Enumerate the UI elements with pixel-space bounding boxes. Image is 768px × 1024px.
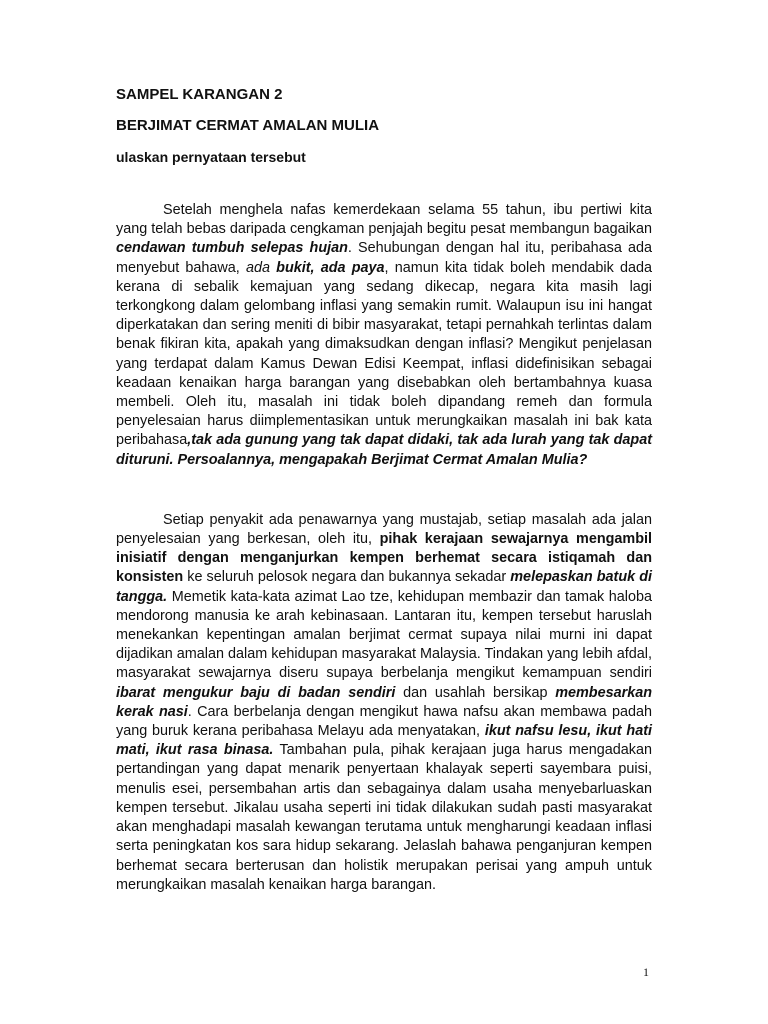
text-run: Setiap penyakit ada penawarnya yang mustajab, setiap masalah ada jalan penyelesaian yang berkesan, oleh itu, bbox=[116, 511, 652, 548]
text-run: Memetik kata-kata azimat Lao tze, kehidupan membazir dan tamak haloba mendorong manusia ke arah kebinasaan. Lantaran itu, kempen tersebut haruslah menekankan kepentingan amalan berjimat cermat supaya nilai murni ini dapat dijadikan amalan dalam kehidupan masyarakat Malaysia. Tindakan yang lebih afdal, masyarakat sewajarnya diseru supaya berbelanja mengikut kemampuan sendiri bbox=[116, 588, 652, 682]
idiom-phrase: membesarkan kerak nasi bbox=[116, 684, 652, 720]
idiom-phrase: ibarat mengukur baju di badan sendiri bbox=[116, 684, 396, 701]
essay-instruction: ulaskan pernyataan tersebut bbox=[116, 149, 306, 165]
document-label: SAMPEL KARANGAN 2 bbox=[116, 86, 283, 103]
document-page bbox=[116, 86, 652, 895]
text-run: dan usahlah bersikap bbox=[395, 684, 556, 701]
body-paragraph bbox=[116, 511, 652, 895]
idiom-phrase: ,tak ada gunung yang tak dapat didaki, tak ada lurah yang tak dapat dituruni. Persoalannya, mengapakah Berjimat Cermat Amalan Mulia? bbox=[116, 432, 652, 468]
essay-title: BERJIMAT CERMAT AMALAN MULIA bbox=[116, 117, 380, 134]
introduction-paragraph bbox=[116, 201, 652, 470]
text-run: Tambahan pula, pihak kerajaan juga harus mengadakan pertandingan yang dapat menarik penyertaan khalayak seperti sayembara puisi, menulis esei, persembahan artis dan sebagainya dalam usaha menyebarluaskan kempen tersebut. Jikalau usaha seperti ini tidak dilakukan sudah pasti masyarakat akan menghadapi masalah kewangan terutama untuk mengharungi keadaan inflasi serta peningkatan kos sara hidup sekarang. Jelaslah bahawa penganjuran kempen berhemat secara berterusan dan holistik merupakan perisai yang ampuh untuk merungkaikan masalah kenaikan harga barangan. bbox=[116, 742, 652, 893]
text-run: Setelah menghela nafas kemerdekaan selama 55 tahun, ibu pertiwi kita yang telah bebas daripada cengkaman penjajah begitu pesat membangun bagaikan bbox=[116, 202, 652, 238]
italic-phrase: ada bbox=[245, 259, 277, 276]
text-run: . Sehubungan dengan hal itu, peribahasa ada menyebut bahawa, bbox=[116, 240, 652, 276]
idiom-phrase: ikut nafsu lesu, ikut hati mati, ikut rasa binasa. bbox=[116, 723, 652, 759]
idiom-phrase: cendawan tumbuh selepas hujan bbox=[116, 240, 348, 257]
main-point: pihak kerajaan sewajarnya mengambil inisiatif dengan menganjurkan kempen berhemat secara istiqamah dan konsisten bbox=[116, 531, 652, 586]
page-number: 1 bbox=[643, 965, 649, 979]
text-run: , namun kita tidak boleh mendabik dada kerana di sebalik kemajuan yang sedang dikecap, negara kita masih lagi terkongkong dalam gelombang inflasi yang semakin rumit. Walaupun isu ini hangat diperkatakan dan sering meniti di bibir masyarakat, tetapi pernahkah terlintas dalam benak fikiran kita, apakah yang dimaksudkan dengan inflasi? Mengikut penjelasan yang terdapat dalam Kamus Dewan Edisi Keempat, inflasi didefinisikan sebagai keadaan kenaikan harga barangan yang disebabkan oleh bertambahnya kuasa membeli. Oleh itu, masalah ini tidak boleh dipandang remeh dan formula penyelesaian harus diimplementasikan untuk merungkaikan masalah ini bak kata peribahasa bbox=[116, 259, 653, 449]
idiom-phrase: bukit, ada paya bbox=[276, 259, 385, 276]
idiom-phrase: melepaskan batuk di tangga. bbox=[116, 569, 652, 605]
text-run: . Cara berbelanja dengan mengikut hawa nafsu akan membawa padah yang buruk kerana peribahasa Melayu ada menyatakan, bbox=[116, 703, 652, 740]
text-run: ke seluruh pelosok negara dan bukannya sekadar bbox=[183, 569, 511, 586]
